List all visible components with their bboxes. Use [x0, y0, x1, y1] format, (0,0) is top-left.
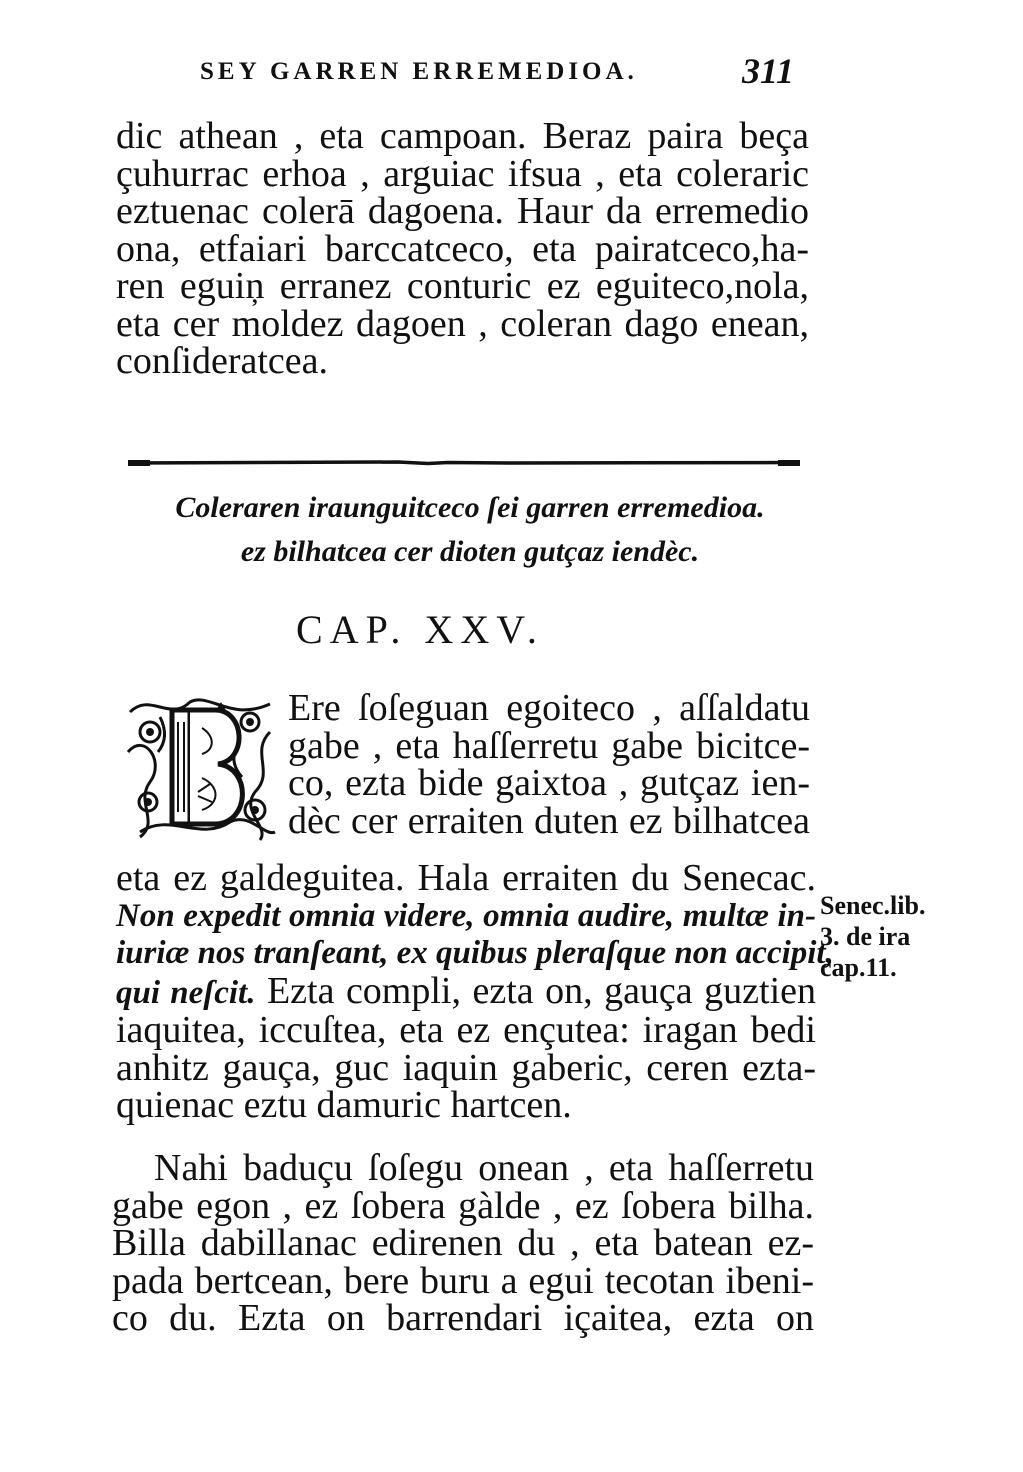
text-line: Ere ſoſeguan egoiteco , aſſaldatu	[288, 687, 810, 729]
text-line: anhitz gauça, guc iaquin gaberic, ceren ezta-	[116, 1046, 816, 1089]
text-line: pada bertcean, bere buru a egui tecotan ibeni-	[112, 1259, 814, 1302]
floral-ornament-icon	[120, 692, 280, 844]
section-divider-rule	[128, 458, 800, 468]
marginal-note-line: Senec.lib.	[820, 891, 926, 920]
text-line: dèc cer erraiten duten ez bilhatcea	[288, 799, 810, 842]
text-line: conſideratcea.	[116, 340, 329, 382]
latin-quotation-line: iuriæ nos tranſeant, ex quibus pleraſque non accipit,	[116, 935, 834, 971]
text-line: gabe egon , ez ſobera gàlde , ez ſobera bilha.	[112, 1184, 814, 1227]
text-line: iaquitea, iccuſtea, eta ez ençutea: iragan bedi	[116, 1009, 816, 1051]
text-line: gabe , eta haſſerretu gabe bicitce-	[288, 724, 810, 767]
text-line: Billa dabillanac edirenen du , eta batean ez-	[112, 1222, 814, 1264]
page-number: 311	[742, 51, 795, 91]
paragraph-2-beside-initial	[288, 687, 810, 842]
marginal-note	[820, 890, 970, 983]
section-caption-line-1: Coleraren iraunguitceco ſei garren erremedioa.	[175, 491, 765, 524]
paragraph-1	[116, 115, 809, 382]
text-line: eztuenac colerā dagoena. Haur da erremedio	[116, 190, 809, 232]
text-line: eta ez galdeguitea. Hala erraiten du Senecac.	[116, 857, 816, 899]
text-line: çuhurrac erhoa , arguiac ifsua , eta coleraric	[116, 152, 809, 195]
paragraph-3	[112, 1147, 814, 1339]
running-title: SEY GARREN ERREMEDIOA.	[200, 58, 638, 85]
chapter-heading: CAP. XXV.	[296, 607, 544, 652]
marginal-note-line: cap.11.	[820, 953, 897, 982]
text-line: ren eguiņ erranez conturic ez eguiteco,nola,	[116, 265, 809, 307]
latin-quotation-line: Non expedit omnia videre, omnia audire, multæ in-	[116, 897, 816, 934]
decorated-initial-b	[120, 692, 280, 844]
latin-quotation-end: qui neſcit.	[116, 974, 256, 1011]
section-caption-line-2: ez bilhatcea cer dioten gutçaz iendèc.	[240, 535, 700, 568]
text-line: eta cer moldez dagoen , coleran dago enean,	[116, 302, 809, 345]
marginal-note-line: 3. de ira	[820, 922, 911, 951]
text-line: ona, etfaiari barccatceco, eta pairatceco,ha-	[116, 227, 809, 270]
text-fragment: Ezta compli, ezta on, gauça guztien	[255, 969, 816, 1012]
text-line: co du. Ezta on barrendari içaitea, ezta on	[112, 1297, 814, 1339]
text-line: dic athean , eta campoan. Beraz paira beça	[116, 115, 809, 157]
text-line: quienac eztu damuric hartcen.	[116, 1084, 572, 1126]
text-line: Nahi baduçu ſoſegu onean , eta haſſerretu	[154, 1147, 814, 1189]
paragraph-2-continued	[116, 857, 834, 1126]
text-line	[116, 969, 816, 1013]
text-line: co, ezta bide gaixtoa , gutçaz ien-	[288, 762, 810, 804]
